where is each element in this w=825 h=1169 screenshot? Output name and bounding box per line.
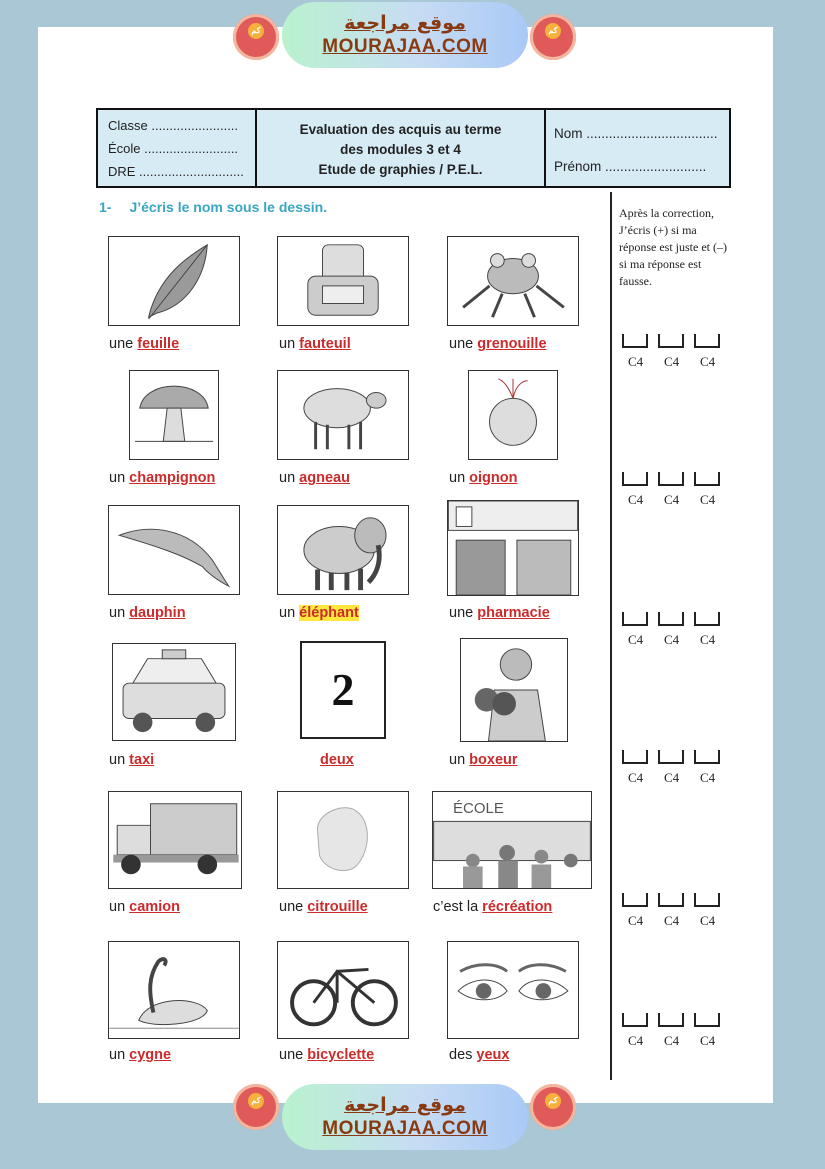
check-box[interactable] <box>694 1013 720 1027</box>
mushroom-icon <box>129 370 219 460</box>
leaf-icon <box>108 236 240 326</box>
digit-two: 2 <box>331 664 355 715</box>
header-school-info <box>98 110 257 186</box>
title-line: Etude de graphies / P.E.L. <box>318 162 483 177</box>
label-champignon <box>109 470 215 486</box>
boxer-icon <box>460 638 568 742</box>
lamb-icon <box>277 370 409 460</box>
self-check-row-1 <box>622 334 732 370</box>
article: un <box>109 470 126 486</box>
dre-field: DRE ............................. <box>108 164 244 179</box>
article: une <box>279 1047 304 1063</box>
article: un <box>109 899 126 915</box>
site-logo-icon: كم <box>233 14 279 60</box>
criterion-code: C4 <box>700 770 716 785</box>
answer: fauteuil <box>299 336 351 352</box>
answer: yeux <box>476 1047 510 1063</box>
answer: citrouille <box>307 899 368 915</box>
answer: cygne <box>129 1047 172 1063</box>
dolphin-icon <box>108 505 240 595</box>
answer: feuille <box>137 336 180 352</box>
number-two-icon <box>300 641 386 739</box>
criterion-code: C4 <box>628 354 644 369</box>
label-pharmacie <box>449 605 550 621</box>
criterion-code: C4 <box>628 632 644 647</box>
criterion-code: C4 <box>664 354 680 369</box>
criterion-code: C4 <box>628 770 644 785</box>
answer: grenouille <box>477 336 547 352</box>
article: un <box>449 752 466 768</box>
article: des <box>449 1047 473 1063</box>
self-check-row-4 <box>622 750 732 786</box>
criterion-code: C4 <box>664 632 680 647</box>
check-box[interactable] <box>694 893 720 907</box>
site-logo-icon: كم <box>530 14 576 60</box>
label-oignon <box>449 470 518 486</box>
label-camion <box>109 899 180 915</box>
question-text: J’écris le nom sous le dessin. <box>129 199 328 215</box>
armchair-icon <box>277 236 409 326</box>
frog-icon <box>447 236 579 326</box>
criterion-code: C4 <box>700 632 716 647</box>
school-icon <box>432 791 592 889</box>
question-title <box>99 199 327 215</box>
article: un <box>279 605 296 621</box>
prenom-field: Prénom ........................... <box>554 159 707 174</box>
label-deux <box>320 752 354 768</box>
label-fauteuil <box>279 336 351 352</box>
label-yeux <box>449 1047 509 1063</box>
header-student-info <box>546 110 729 186</box>
check-box[interactable] <box>694 750 720 764</box>
answer: taxi <box>129 752 155 768</box>
article: une <box>279 899 304 915</box>
self-check-row-6 <box>622 1013 732 1049</box>
check-box[interactable] <box>622 1013 648 1027</box>
criterion-code: C4 <box>700 1033 716 1048</box>
answer: champignon <box>129 470 216 486</box>
pumpkin-icon <box>277 791 409 889</box>
answer: deux <box>320 752 354 768</box>
nom-field: Nom ................................... <box>554 126 718 141</box>
article: un <box>279 336 296 352</box>
self-check-row-2 <box>622 472 732 508</box>
site-banner-bottom[interactable] <box>282 1084 528 1150</box>
question-number: 1- <box>99 199 112 215</box>
article: un <box>279 470 296 486</box>
answer: oignon <box>469 470 518 486</box>
check-box[interactable] <box>622 334 648 348</box>
article: c’est la <box>433 899 479 915</box>
answer: boxeur <box>469 752 518 768</box>
label-cygne <box>109 1047 171 1063</box>
criterion-code: C4 <box>664 492 680 507</box>
pharmacy-icon <box>447 500 579 596</box>
title-line: Evaluation des acquis au terme <box>299 122 502 137</box>
label-grenouille <box>449 336 547 352</box>
self-check-row-5 <box>622 893 732 929</box>
onion-icon <box>468 370 558 460</box>
check-box[interactable] <box>694 334 720 348</box>
label-feuille <box>109 336 179 352</box>
check-box[interactable] <box>622 612 648 626</box>
label-elephant <box>279 605 359 621</box>
swan-icon <box>108 941 240 1039</box>
answer: dauphin <box>129 605 186 621</box>
banner-site[interactable]: MOURAJAA.COM <box>322 36 488 57</box>
check-box[interactable] <box>658 1013 684 1027</box>
answer: agneau <box>299 470 350 486</box>
criterion-code: C4 <box>664 770 680 785</box>
criterion-code: C4 <box>664 1033 680 1048</box>
taxi-icon <box>112 643 236 741</box>
ecole-field: École .......................... <box>108 141 239 156</box>
column-divider <box>610 192 612 1080</box>
article: un <box>109 752 126 768</box>
classe-field: Classe ........................ <box>108 118 239 133</box>
check-box[interactable] <box>658 472 684 486</box>
label-bicyclette <box>279 1047 374 1063</box>
banner-arabic: موقع مراجعة <box>344 1094 466 1116</box>
label-citrouille <box>279 899 368 915</box>
correction-note: Après la correction, J’écris (+) si ma réponse est juste et (–) si ma réponse est fausse. <box>619 206 727 288</box>
elephant-icon <box>277 505 409 595</box>
label-boxeur <box>449 752 518 768</box>
check-box[interactable] <box>658 334 684 348</box>
ecole-sign: ÉCOLE <box>453 800 504 817</box>
criterion-code: C4 <box>628 492 644 507</box>
title-line: des modules 3 et 4 <box>340 142 461 157</box>
site-logo-icon: كم <box>530 1084 576 1130</box>
check-box[interactable] <box>694 612 720 626</box>
site-logo-icon: كم <box>233 1084 279 1130</box>
label-agneau <box>279 470 350 486</box>
eyes-icon <box>447 941 579 1039</box>
article: une <box>449 605 474 621</box>
check-box[interactable] <box>658 893 684 907</box>
site-banner-top[interactable] <box>282 2 528 68</box>
bicycle-icon <box>277 941 409 1039</box>
banner-site[interactable]: MOURAJAA.COM <box>322 1118 488 1139</box>
check-box[interactable] <box>694 472 720 486</box>
answer: camion <box>129 899 180 915</box>
self-check-row-3 <box>622 612 732 648</box>
criterion-code: C4 <box>628 1033 644 1048</box>
criterion-code: C4 <box>700 354 716 369</box>
check-box[interactable] <box>658 750 684 764</box>
header-title <box>257 110 546 186</box>
check-box[interactable] <box>622 472 648 486</box>
answer-highlighted: éléphant <box>299 605 359 621</box>
article: une <box>449 336 474 352</box>
answer: pharmacie <box>477 605 550 621</box>
answer: bicyclette <box>307 1047 375 1063</box>
criterion-code: C4 <box>700 913 716 928</box>
label-taxi <box>109 752 154 768</box>
header-table <box>96 108 731 188</box>
check-box[interactable] <box>658 612 684 626</box>
label-dauphin <box>109 605 186 621</box>
label-recreation <box>433 899 552 915</box>
banner-arabic: موقع مراجعة <box>344 12 466 34</box>
criterion-code: C4 <box>628 913 644 928</box>
article: un <box>449 470 466 486</box>
check-box[interactable] <box>622 750 648 764</box>
truck-icon <box>108 791 242 889</box>
answer: récréation <box>482 899 553 915</box>
article: un <box>109 605 126 621</box>
article: une <box>109 336 134 352</box>
check-box[interactable] <box>622 893 648 907</box>
criterion-code: C4 <box>664 913 680 928</box>
article: un <box>109 1047 126 1063</box>
criterion-code: C4 <box>700 492 716 507</box>
